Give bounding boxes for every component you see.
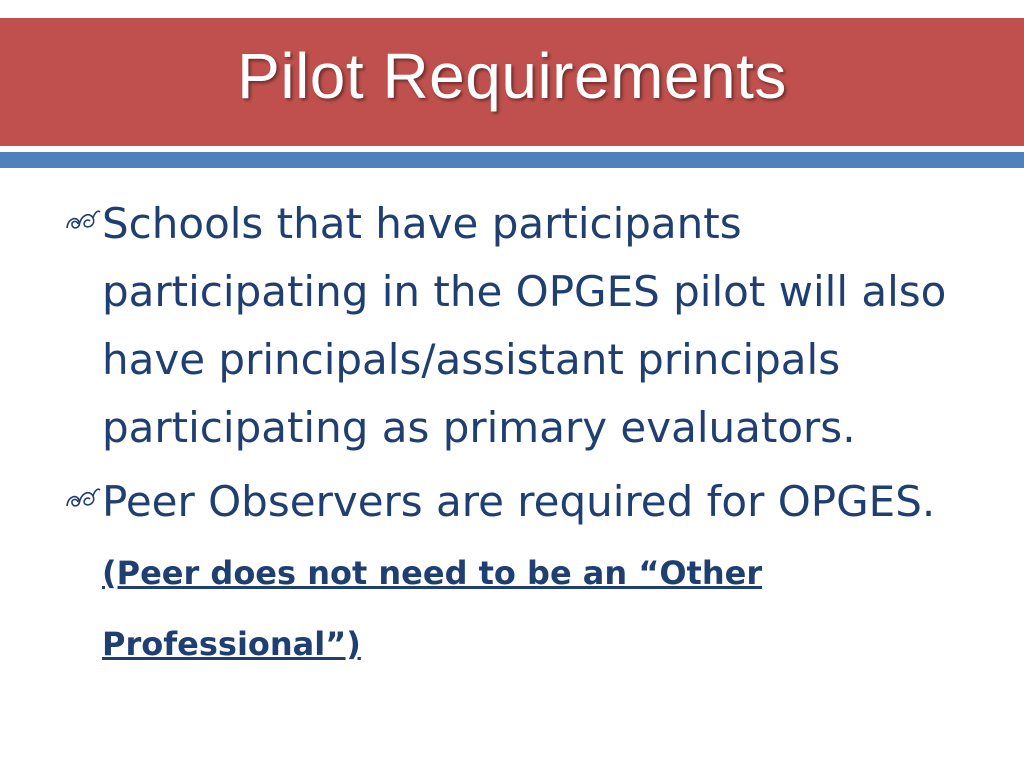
bullet-text: Peer Observers are required for OPGES. — [102, 477, 936, 526]
fleuron-bullet-icon — [62, 478, 102, 518]
bullet-text: Schools that have participants participating in the OPGES pilot will also have principals/assistant principals participating as primary evaluators. — [102, 199, 947, 452]
slide-title: Pilot Requirements — [237, 40, 787, 112]
title-divider — [0, 146, 1024, 149]
fleuron-bullet-icon — [62, 200, 102, 240]
bullet-item — [62, 190, 962, 462]
accent-bar — [0, 152, 1024, 168]
bullet-emphasis: (Peer does not need to be an “Other Professional”) — [102, 554, 763, 663]
slide-body — [62, 190, 962, 678]
title-bar — [0, 18, 1024, 146]
bullet-item — [62, 468, 962, 678]
